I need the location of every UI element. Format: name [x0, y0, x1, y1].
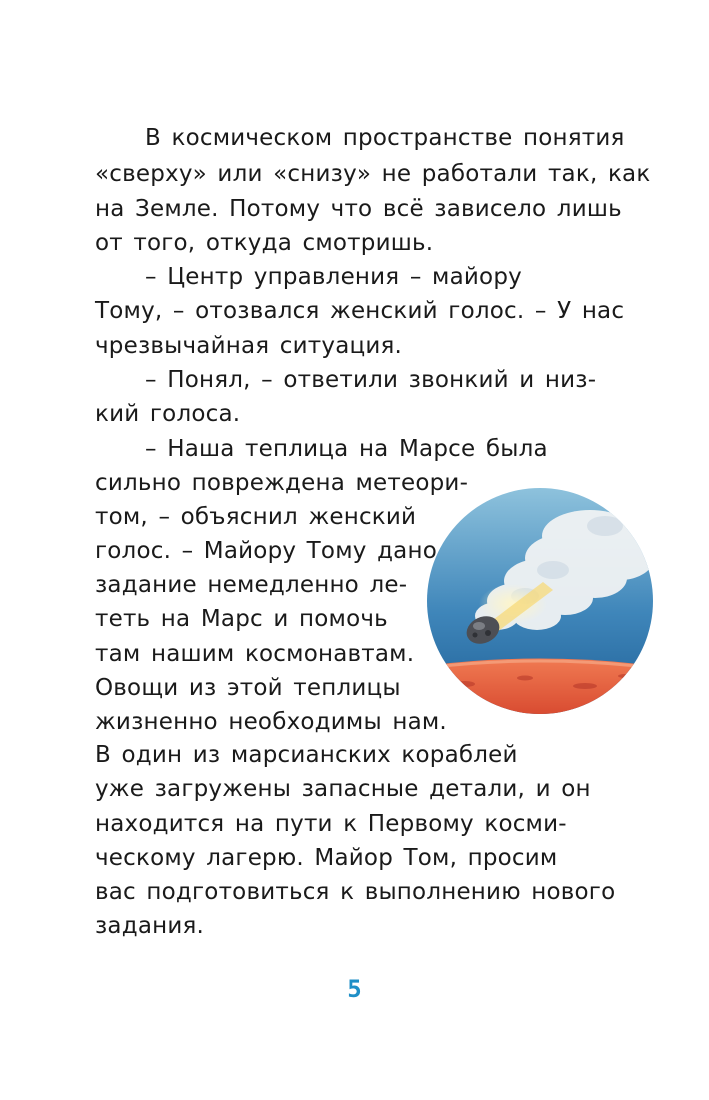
text-line: В один из марсианских кораблей [95, 742, 518, 768]
text-line: том, – объяснил женский [95, 504, 417, 530]
text-line: сильно повреждена метеори- [95, 470, 469, 496]
text-line: голос. – Майору Тому дано [95, 538, 437, 564]
text-line: там нашим космонавтам. [95, 641, 415, 667]
text-line: – Понял, – ответили звонкий и низ- [145, 367, 597, 393]
text-line: задание немедленно ле- [95, 572, 408, 598]
text-line: «сверху» или «снизу» не работали так, как [95, 161, 651, 187]
meteorite-over-mars-illustration [425, 486, 655, 716]
text-line: находится на пути к Первому косми- [95, 811, 567, 837]
text-line: от того, откуда смотришь. [95, 230, 434, 256]
text-line: уже загружены запасные детали, и он [95, 776, 591, 802]
text-line: чрезвычайная ситуация. [95, 333, 403, 359]
text-line: ческому лагерю. Майор Том, просим [95, 845, 558, 871]
text-line: теть на Марс и помочь [95, 606, 388, 632]
text-line: на Земле. Потому что всё зависело лишь [95, 196, 622, 222]
text-line: Овощи из этой теплицы [95, 675, 401, 701]
text-line: вас подготовиться к выполнению нового [95, 879, 616, 905]
text-line: – Центр управления – майору [145, 264, 522, 290]
text-line: – Наша теплица на Марсе была [145, 436, 548, 462]
text-line: жизненно необходимы нам. [95, 709, 447, 735]
page-number: 5 [347, 975, 362, 1003]
text-line: Тому, – отозвался женский голос. – У нас [95, 298, 625, 324]
text-line: задания. [95, 913, 205, 939]
text-line: кий голоса. [95, 401, 241, 427]
text-line: В космическом пространстве понятия [145, 125, 625, 151]
